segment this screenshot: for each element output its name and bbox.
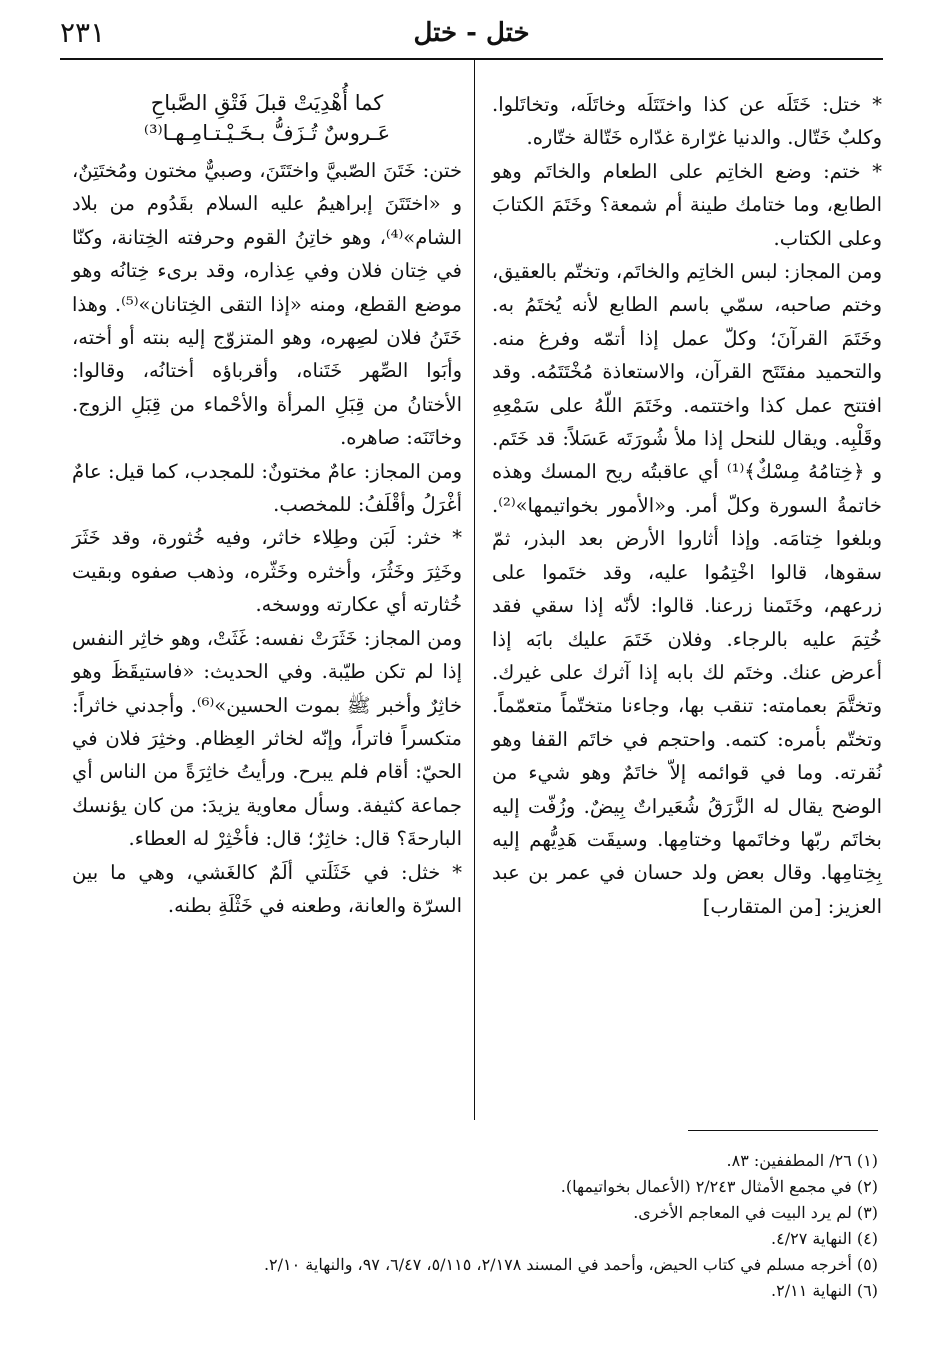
page-number: ٢٣١ (60, 16, 106, 49)
entry-khathal: * خثل: في خَثَلَتي ألَمٌ كالغَشي، وهي ما بين السرّة والعانة، وطعنه في خَثْلَةِ بطنه. (72, 860, 462, 917)
verse (72, 88, 462, 148)
footnote-rule (688, 1130, 878, 1131)
header-rule (60, 58, 883, 60)
footnote: (٣) لم يرد البيت في المعاجم الأخرى. (633, 1203, 878, 1222)
footnote: (٤) النهاية ٤/٢٧. (771, 1229, 878, 1248)
footnote: (٥) أخرجه مسلم في كتاب الحيض، وأحمد في المسند ٢/١٧٨، ٥/١١٥، ٦/٤٧، ٩٧، والنهاية ٢/١٠. (263, 1255, 878, 1274)
entry-khatal: * ختل: خَتَلَه عن كذا واختَتَلَه وخاتَلَه، وتخاتَلوا. وكلبٌ خَتّال. والدنيا غرّارة غدّاره خَتّالة ختّاره. (492, 93, 882, 150)
right-column (492, 88, 882, 923)
entry-khathar: * خثر: لَبَن وطِلاء خاثر، وفيه خُثورة، وقد خَثَرَ وخَثِرَ وخَثُرَ، وأخثره وخَثّره، وذهب صفوه وبقيت خُثارته أي عكارته ووسخه. (72, 526, 462, 617)
left-column (72, 88, 462, 922)
verse-line-2: عَـروسٌ تُـزَفُّ بـخَـيْـتـامِـهـا⁽³⁾ (143, 121, 391, 145)
entry-khatan: ختن: خَتَنَ الصّبيَّ واختَتَنَ، وصبيٌّ مختون ومُختَتِنٌ، و «اختَتَنَ إبراهيمُ عليه السلام بقَدُوم من بلاد الشام»⁽⁴⁾، وهو خاتِنُ القوم وحرفته الخِتانة، وكنّا في خِتان فلان وفي عِذاره، وقد برىء خِتانُه وهو موضع القطع، ومنه «إذا التقى الخِتانان»⁽⁵⁾. وهذا خَتَنُ فلان لصِهره، وهو المتزوّج إليه بنته أو أخته، وأبَوا الصِّهر خَتَناه، وأقرباؤه أختانُه، وقالوا: الأختانُ من قِبَلِ المرأة والأحْماء من قِبَلِ الزوج. وخاتَنَه: صاهره. (72, 159, 462, 450)
footnote: (٦) النهاية ٢/١١. (771, 1281, 878, 1300)
verse-line-1: كما أُهْدِيَتْ قبلَ فَتْقِ الصَّباحِ (150, 91, 384, 115)
entry-khatan-majaz: ومن المجاز: عامٌ مختونٌ: للمجدب، كما قيل: عامٌ أغْرَلُ وأقْلَفُ: للمخصب. (72, 459, 462, 517)
page-title: ختل - ختل (413, 18, 530, 48)
entry-khatam-majaz: ومن المجاز: لبس الخاتِم والخاتَم، وتختّم بالعقيق، وختم صاحبه، سمّي باسم الطابع لأنه يُختَمُ به. وخَتَمَ القرآنَ؛ وكلّ عمل إذا أتمّه وفرغ منه. والتحميد مفتَتَح القرآن، والاستعاذة مُخْتَتَمُه. وقد افتتح عمل كذا واختتمه. وخَتَمَ اللّهُ على سَمْعِهِ وقَلْبِه. ويقال للنحل إذا ملأ شُورَتَه عَسَلاً: قد خَتَم. و ﴿خِتامُهُ مِسْكٌ﴾⁽¹⁾ أي عاقبتُه ريح المسك وهذه خاتمةُ السورة وكلّ أمر. و«الأمور بخواتيمها»⁽²⁾. وبلغوا خِتامَه. وإذا أثاروا الأرض بعد البذر، ثمّ سقوها، قالوا اخْتِمُوا عليه، وقد ختَموا على زرعهم، وخَتَمنا زرعنا. قالوا: لأنّه إذا سقي فقد خُتِمَ عليه بالرجاء. وفلان خَتَمَ عليك بابَه إذا أعرض عنك. وختَم لك بابه إذا آثرك على غيرك. وتختَّمَ بعمامته: تنقب بها، وجاءنا متختّماً متعمّماً. وتختّم بأمره: كتمه. واحتجم في خاتَم القفا وهو نُقرته. وما في قوائمه إلاّ خاتَمٌ وهو شيء من الوضح يقال له الزَّرَقُ شُعَيراتٌ بِيضٌ. وزُفّت إليه بخاتَم ربّها وخاتَمها وختامِها. وسيقَت هَدِيُّهم إليه بِخِتامِها. وقال بعض ولد حسان في عمر بن عبد العزيز: [من المتقارب] (492, 260, 882, 918)
footnotes (100, 1148, 878, 1304)
entry-khatam: * ختم: وضع الخاتِم على الطعام والخاتَم وهو الطابع، وما ختامك طينة أم شمعة؟ وخَتَمَ الكتابَ وعلى الكتاب. (492, 159, 882, 250)
footnote: (٢) في مجمع الأمثال ٢/٢٤٣ (الأعمال بخواتيمها). (560, 1177, 878, 1196)
page-header (60, 14, 883, 54)
footnote: (١) ٢٦/ المطففين: ٨٣. (726, 1151, 878, 1170)
entry-khathar-majaz: ومن المجاز: خَثَرَتْ نفسه: غَثَتْ، وهو خاثِر النفس إذا لم تكن طيّبة. وفي الحديث: «فاستيقَظَ وهو خاثِرٌ وأخبر ﷺ بموت الحسين»⁽⁶⁾. وأجدني خاثراً: متكسراً فاتراً، وإنّه لخاثر العِظام. وخثِرَ فلان في الحيّ: أقام فلم يبرح. ورأيتُ خاثِرَةً من الناس أي جماعة كثيفة. وسأل معاوية يزيدَ: من كان يؤنسك البارحةَ؟ قال: خاثِرٌ؛ قال: فأخْثِرْ له العطاء. (72, 626, 462, 851)
column-divider (474, 60, 475, 1120)
